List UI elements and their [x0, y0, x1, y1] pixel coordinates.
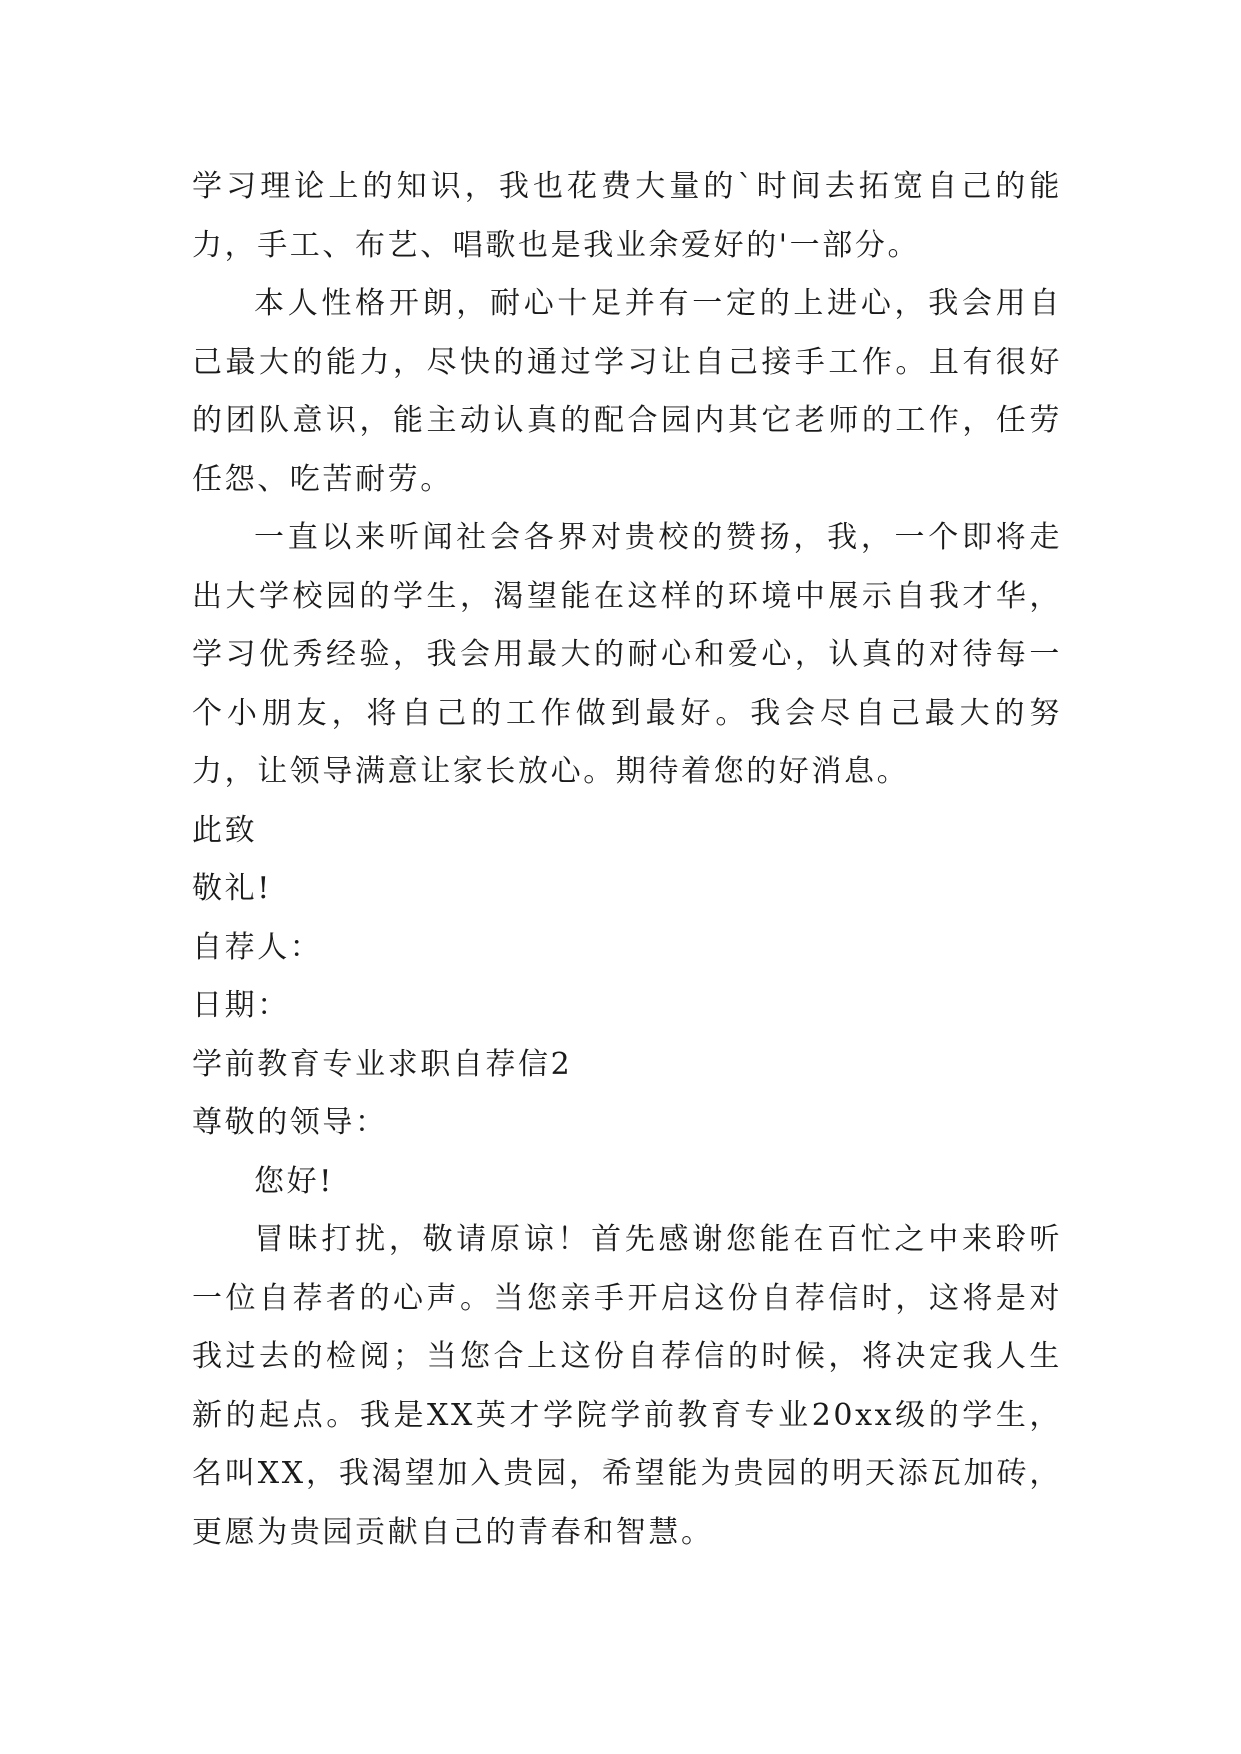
- letter2-greeting: 您好!: [254, 1163, 334, 1199]
- continued-paragraph: 学习理论上的知识，我也花费大量的`时间去拓宽自己的能力，手工、布艺、唱歌也是我业余爱好的'一部分。: [192, 169, 1062, 263]
- aspiration-paragraph: 一直以来听闻社会各界对贵校的赞扬，我，一个即将走出大学校园的学生，渴望能在这样的环境中展示自我才华，学习优秀经验，我会用最大的耐心和爱心，认真的对待每一个小朋友，将自己的工作做到最好。我会尽自己最大的努力，让领导满意让家长放心。期待着您的好消息。: [192, 520, 1062, 789]
- document-body: [192, 158, 1062, 1562]
- closing-line-2: 敬礼!: [192, 871, 272, 906]
- date-label: 日期：: [192, 988, 290, 1023]
- letter2-title: 学前教育专业求职自荐信2: [192, 1046, 573, 1082]
- signer-label: 自荐人：: [192, 929, 323, 965]
- closing-line-1: 此致: [192, 812, 258, 848]
- letter2-paragraph-1: 冒昧打扰，敬请原谅！首先感谢您能在百忙之中来聆听一位自荐者的心声。当您亲手开启这份自荐信时，这将是对我过去的检阅；当您合上这份自荐信的时候，将决定我人生新的起点。我是XX英才学院学前教育专业20xx级的学生，名叫XX，我渴望加入贵园，希望能为贵园的明天添瓦加砖，更愿为贵园贡献自己的青春和智慧。: [192, 1222, 1062, 1550]
- letter2-salutation: 尊敬的领导：: [192, 1105, 388, 1140]
- personality-paragraph: 本人性格开朗，耐心十足并有一定的上进心，我会用自己最大的能力，尽快的通过学习让自己接手工作。且有很好的团队意识，能主动认真的配合园内其它老师的工作，任劳任怨、吃苦耐劳。: [192, 286, 1062, 497]
